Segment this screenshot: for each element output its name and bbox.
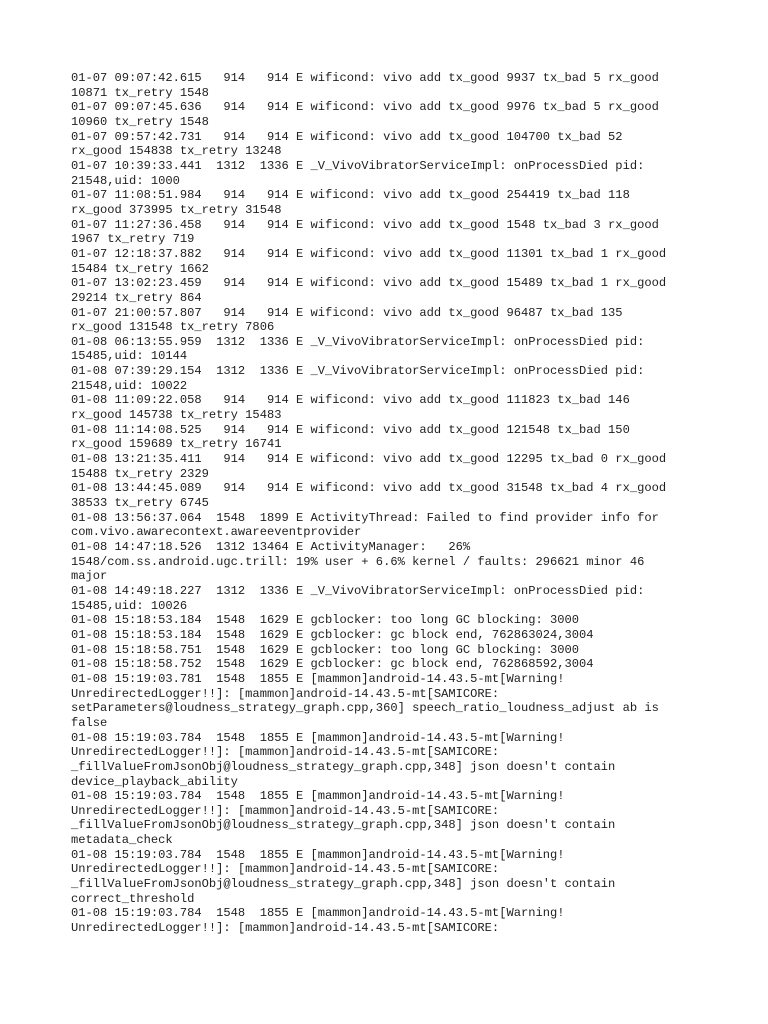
log-line: rx_good 131548 tx_retry 7806 [71, 320, 275, 335]
log-line: metadata_check [71, 833, 173, 848]
log-line: 21548,uid: 10022 [71, 378, 188, 393]
log-line: _fillValueFromJsonObj@loudness_strategy_graph.cpp,348] json doesn't contain [71, 759, 616, 774]
log-line: 29214 tx_retry 864 [71, 290, 202, 305]
log-line: 1548/com.ss.android.ugc.trill: 19% user + 6.6% kernel / faults: 296621 minor 46 [71, 554, 645, 569]
log-line: UnredirectedLogger!!]: [mammon]android-14.43.5-mt[SAMICORE: [71, 686, 500, 701]
log-line: 01-08 15:18:53.184 1548 1629 E gcblocker: gc block end, 762863024,3004 [71, 627, 594, 642]
log-line: 01-08 14:49:18.227 1312 1336 E _V_VivoVibratorServiceImpl: onProcessDied pid: [71, 583, 645, 598]
log-line: 01-07 11:08:51.984 914 914 E wificond: vivo add tx_good 254419 tx_bad 118 [71, 188, 630, 203]
log-line: 01-08 15:19:03.784 1548 1855 E [mammon]android-14.43.5-mt[Warning! [71, 906, 565, 921]
log-line: UnredirectedLogger!!]: [mammon]android-14.43.5-mt[SAMICORE: [71, 803, 500, 818]
log-line: 01-08 06:13:55.959 1312 1336 E _V_VivoVibratorServiceImpl: onProcessDied pid: [71, 334, 645, 349]
log-line: 01-08 07:39:29.154 1312 1336 E _V_VivoVibratorServiceImpl: onProcessDied pid: [71, 364, 645, 379]
log-line: 15488 tx_retry 2329 [71, 466, 209, 481]
log-line: 15485,uid: 10144 [71, 349, 188, 364]
log-line: rx_good 159689 tx_retry 16741 [71, 437, 282, 452]
log-line: 01-08 14:47:18.526 1312 13464 E ActivityManager: 26% [71, 540, 471, 554]
log-line: 01-08 15:18:53.184 1548 1629 E gcblocker: too long GC blocking: 3000 [71, 613, 580, 628]
log-line: 01-08 15:19:03.784 1548 1855 E [mammon]android-14.43.5-mt[Warning! [71, 730, 565, 745]
log-line: com.vivo.awarecontext.awareeventprovider [71, 525, 362, 540]
log-line: 01-08 15:19:03.784 1548 1855 E [mammon]android-14.43.5-mt[Warning! [71, 847, 565, 862]
log-line: 01-07 21:00:57.807 914 914 E wificond: vivo add tx_good 96487 tx_bad 135 [71, 305, 623, 320]
log-page [71, 71, 711, 936]
log-line: 10960 tx_retry 1548 [71, 114, 209, 129]
log-line: 01-07 12:18:37.882 914 914 E wificond: vivo add tx_good 11301 tx_bad 1 rx_good [71, 246, 667, 261]
log-line: 01-07 10:39:33.441 1312 1336 E _V_VivoVibratorServiceImpl: onProcessDied pid: [71, 158, 645, 173]
log-text-block [71, 71, 711, 936]
log-line: 01-07 13:02:23.459 914 914 E wificond: vivo add tx_good 15489 tx_bad 1 rx_good [71, 276, 667, 291]
log-line: 1967 tx_retry 719 [71, 232, 195, 247]
log-line: correct_threshold [71, 891, 195, 906]
log-line: 15485,uid: 10026 [71, 598, 188, 613]
log-line: 01-08 13:56:37.064 1548 1899 E ActivityThread: Failed to find provider info for [71, 510, 659, 525]
log-line: UnredirectedLogger!!]: [mammon]android-14.43.5-mt[SAMICORE: [71, 862, 500, 877]
log-line: setParameters@loudness_strategy_graph.cpp,360] speech_ratio_loudness_adjust ab is [71, 701, 659, 716]
log-line: UnredirectedLogger!!]: [mammon]android-14.43.5-mt[SAMICORE: [71, 921, 500, 936]
log-line: 01-07 09:07:45.636 914 914 E wificond: vivo add tx_good 9976 tx_bad 5 rx_good [71, 100, 659, 115]
log-line: 01-07 09:07:42.615 914 914 E wificond: vivo add tx_good 9937 tx_bad 5 rx_good [71, 71, 659, 85]
log-line: 21548,uid: 1000 [71, 173, 180, 188]
log-line: _fillValueFromJsonObj@loudness_strategy_graph.cpp,348] json doesn't contain [71, 877, 616, 892]
log-line: 38533 tx_retry 6745 [71, 496, 209, 511]
log-line: rx_good 373995 tx_retry 31548 [71, 202, 282, 217]
log-line: _fillValueFromJsonObj@loudness_strategy_graph.cpp,348] json doesn't contain [71, 818, 616, 833]
log-line: 01-08 11:14:08.525 914 914 E wificond: vivo add tx_good 121548 tx_bad 150 [71, 422, 630, 437]
log-line: 15484 tx_retry 1662 [71, 261, 209, 276]
log-line: device_playback_ability [71, 774, 238, 789]
log-line: 01-08 13:21:35.411 914 914 E wificond: vivo add tx_good 12295 tx_bad 0 rx_good [71, 452, 667, 467]
log-line: 01-07 09:57:42.731 914 914 E wificond: vivo add tx_good 104700 tx_bad 52 [71, 129, 623, 144]
log-line: UnredirectedLogger!!]: [mammon]android-14.43.5-mt[SAMICORE: [71, 745, 500, 760]
log-line: 10871 tx_retry 1548 [71, 85, 209, 100]
log-line: rx_good 145738 tx_retry 15483 [71, 408, 282, 423]
log-line: rx_good 154838 tx_retry 13248 [71, 144, 282, 159]
log-line: 01-08 15:19:03.784 1548 1855 E [mammon]android-14.43.5-mt[Warning! [71, 789, 565, 804]
log-line: 01-07 11:27:36.458 914 914 E wificond: vivo add tx_good 1548 tx_bad 3 rx_good [71, 217, 659, 232]
log-line: 01-08 15:18:58.752 1548 1629 E gcblocker: gc block end, 762868592,3004 [71, 657, 594, 672]
log-line: 01-08 15:18:58.751 1548 1629 E gcblocker: too long GC blocking: 3000 [71, 642, 580, 657]
log-line: 01-08 15:19:03.781 1548 1855 E [mammon]android-14.43.5-mt[Warning! [71, 671, 565, 686]
log-line: major [71, 569, 108, 584]
log-line: 01-08 11:09:22.058 914 914 E wificond: vivo add tx_good 111823 tx_bad 146 [71, 393, 630, 408]
log-line: false [71, 715, 108, 730]
log-line: 01-08 13:44:45.089 914 914 E wificond: vivo add tx_good 31548 tx_bad 4 rx_good [71, 481, 667, 496]
